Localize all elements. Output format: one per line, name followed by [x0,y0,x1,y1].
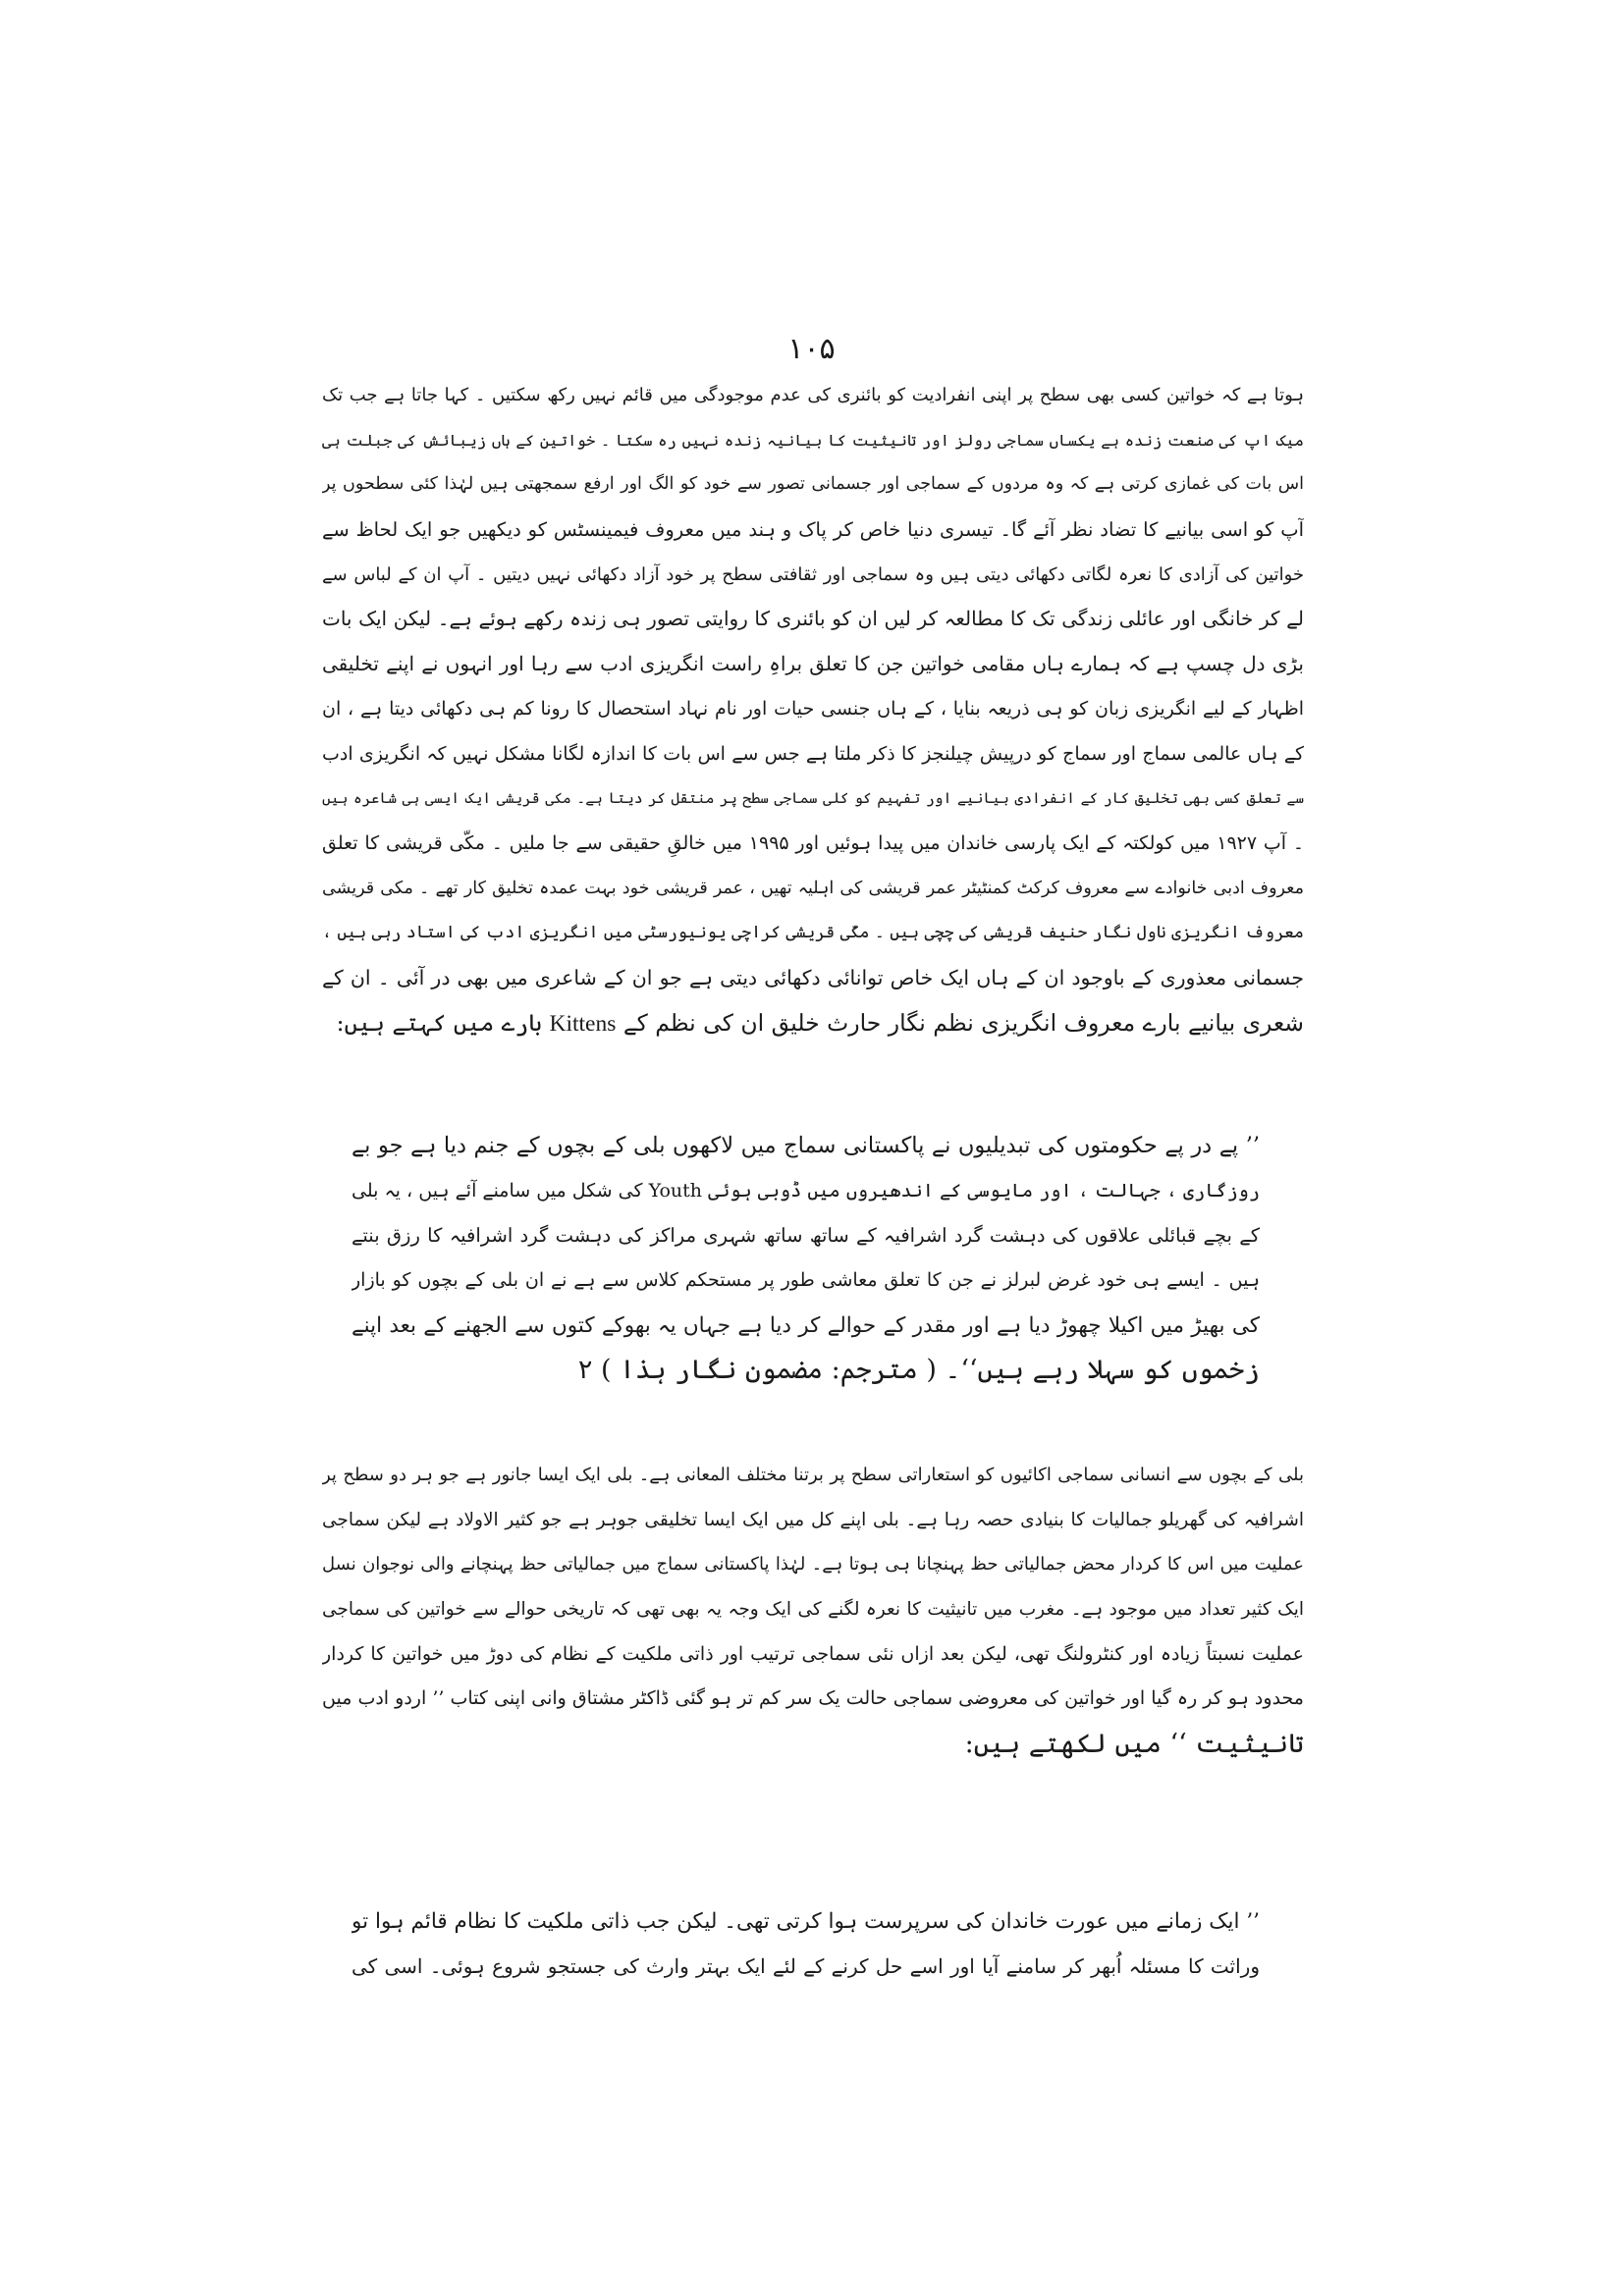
text-line: ہوتا ہے کہ خواتین کسی بھی سطح پر اپنی انفرادیت کو بائنری کی عدم موجودگی میں قائم نہیں رکھ سکتیں ۔ کہا جاتا ہے جب تک [322,385,1304,405]
quote-line: کی بھیڑ میں اکیلا چھوڑ دیا ہے اور مقدر کے حوالے کر دیا ہے جہاں یہ بھوکے کتوں سے الجھنے کے بعد اپنے [352,1312,1260,1338]
quote-line: ’’ ایک زمانے میں عورت خاندان کی سرپرست ہوا کرتی تھی۔ لیکن جب ذاتی ملکیت کا نظام قائم ہوا تو [352,1909,1260,1934]
text-line: ایک کثیر تعداد میں موجود ہے۔ مغرب میں تانیثیت کا نعرہ لگنے کی ایک وجہ یہ بھی تھی کہ تاریخی حوالے سے خواتین کی سماجی [322,1599,1304,1621]
text-line: بڑی دل چسپ ہے کہ ہمارے ہاں مقامی خواتین جن کا تعلق براہِ راست انگریزی ادب سے رہا اور انہوں نے اپنے تخلیقی [322,652,1304,676]
text-line: سے تعلق کسی بھی تخلیق کار کے انفرادی بیانیے اور تفہیم کو کلی سماجی سطح پر منتقل کر دیتا ہے۔ مکی قریشی ایک ایسی ہی شاعرہ ہیں [322,789,1304,808]
text-line: معروف انگریزی ناول نگار حنیف قریشی کی چچی ہیں ۔ مکّی قریشی کراچی یونیورسٹی میں انگریزی ادب کی استاد رہی ہیں ، [322,923,1304,943]
text-line: تانیثیت ‘‘ میں لکھتے ہیں: [964,1729,1304,1760]
quote-line: کے بچے قبائلی علاقوں کی دہشت گرد اشرافیہ کے ساتھ ساتھ شہری مراکز کی دہشت گرد اشرافیہ کا رزق بنتے [352,1224,1260,1248]
blockquote-1 [352,1124,1260,1393]
text-line-last [322,1001,1304,1046]
page-number: ۱۰۵ [787,332,836,366]
paragraph-1 [322,373,1304,1045]
text-line: جسمانی معذوری کے باوجود ان کے ہاں ایک خاص توانائی دکھائی دیتی ہے جو ان کے شاعری میں بھی در آئی ۔ ان کے [322,965,1304,989]
quote-line: وراثت کا مسئلہ اُبھر کر سامنے آیا اور اسے حل کرنے کے لئے ایک بہتر وارث کی جستجو شروع ہوئی۔ اسی کی [352,1953,1260,1978]
text-line: بلی کے بچوں سے انسانی سماجی اکائیوں کو استعاراتی سطح پر برتنا مختلف المعانی ہے۔ بلی ایک ایسا جانور ہے جو ہر دو سطح پر [322,1465,1304,1485]
text-line: ۔ آپ ۱۹۲۷ میں کولکتہ کے ایک پارسی خاندان میں پیدا ہوئیں اور ۱۹۹۵ میں خالقِ حقیقی سے جا ملیں ۔ مکّی قریشی کا تعلق [322,831,1304,854]
english-term: Kittens [549,1010,617,1037]
quote-line: ’’ پے در پے حکومتوں کی تبدیلیوں نے پاکستانی سماج میں لاکھوں بلی کے بچوں کے جنم دیا ہے جو بے [352,1133,1260,1158]
blockquote-2 [352,1899,1260,1989]
text-fragment: شعری بیانیے بارے معروف انگریزی نظم نگار حارث خلیق ان کی نظم کے [616,1008,1304,1037]
paragraph-2 [322,1453,1304,1767]
quote-line: روزگاری ، جہالت ، اور مایوسی کے اندھیروں میں ڈوبی ہوئی Youth کی شکل میں سامنے آئے ہیں ، یہ بلی [352,1179,1260,1201]
text-line: عملیت نسبتاً زیادہ اور کنٹرولنگ تھی، لیکن بعد ازاں نئی سماجی ترتیب اور ذاتی ملکیت کے نظام کی دوڑ میں خواتین کا کردار [322,1642,1304,1665]
text-fragment: بارے میں کہتے ہیں: [336,1008,550,1037]
text-line: خواتین کی آزادی کا نعرہ لگاتی دکھائی دیتی ہیں وہ سماجی اور ثقافتی سطح پر خود آزاد دکھائی نہیں دیتیں ۔ آپ ان کے لباس سے [322,563,1304,585]
quote-line: ہیں ۔ ایسے ہی خود غرض لبرلز نے جن کا تعلق معاشی طور پر مستحکم کلاس سے ہے نے ان بلی کے بچوں کو بازار [352,1269,1260,1292]
text-line: اشرافیہ کی گھریلو جمالیات کا بنیادی حصہ رہا ہے۔ بلی اپنے کل میں ایک ایسا تخلیقی جوہر ہے جو کثیر الاولاد ہے لیکن سماجی [322,1509,1304,1530]
text-line: لے کر خانگی اور عائلی زندگی تک کا مطالعہ کر لیں ان کو بائنری کا روایتی تصور ہی زندہ رکھے ہوئے ہے۔ لیکن ایک بات [322,607,1304,631]
text-line: معروف ادبی خانوادے سے معروف کرکٹ کمنٹیٹر عمر قریشی کی اہلیہ تھیں ، عمر قریشی خود بہت عمدہ تخلیق کار تھے ۔ مکی قریشی [322,878,1304,898]
quote-line: زخموں کو سہلا رہے ہیں‘‘۔ ( مترجم: مضمون نگار ہذا ) ۲ [577,1355,1260,1386]
text-line: کے ہاں عالمی سماج اور سماج کو درپیش چیلنجز کا ذکر ملتا ہے جس سے اس بات کا اندازہ لگانا مشکل نہیں کہ انگریزی ادب [322,742,1304,765]
text-line: اظہار کے لیے انگریزی زبان کو ہی ذریعہ بنایا ، کے ہاں جنسی حیات اور نام نہاد استحصال کا رونا کم ہی دکھائی دیتا ہے ، ان [322,697,1304,720]
text-line: میک اپ کی صنعت زندہ ہے یکساں سماجی رولز اور تانیثیت کا بیانیہ زندہ نہیں رہ سکتا ۔ خواتین کے ہاں زیبائش کی جبلت ہی [322,430,1304,450]
text-line: اس بات کی غمازی کرتی ہے کہ وہ مردوں کے سماجی اور جسمانی تصور سے خود کو الگ اور ارفع سمجھتی ہیں لہٰذا کئی سطحوں پر [322,474,1304,495]
text-line: عملیت میں اس کا کردار محض جمالیاتی حظ پہنچانا ہی ہوتا ہے۔ لہٰذا پاکستانی سماج میں جمالیاتی حظ پہنچانے والی نوجوان نسل [322,1554,1304,1575]
text-line: محدود ہو کر رہ گیا اور خواتین کی معروضی سماجی حالت یک سر کم تر ہو گئی ڈاکٹر مشتاق وانی اپنی کتاب ’’ اردو ادب میں [322,1687,1304,1710]
text-line: آپ کو اسی بیانیے کا تضاد نظر آئے گا۔ تیسری دنیا خاص کر پاک و ہند میں معروف فیمینسٹس کو دیکھیں جو ایک لحاظ سے [322,518,1304,542]
